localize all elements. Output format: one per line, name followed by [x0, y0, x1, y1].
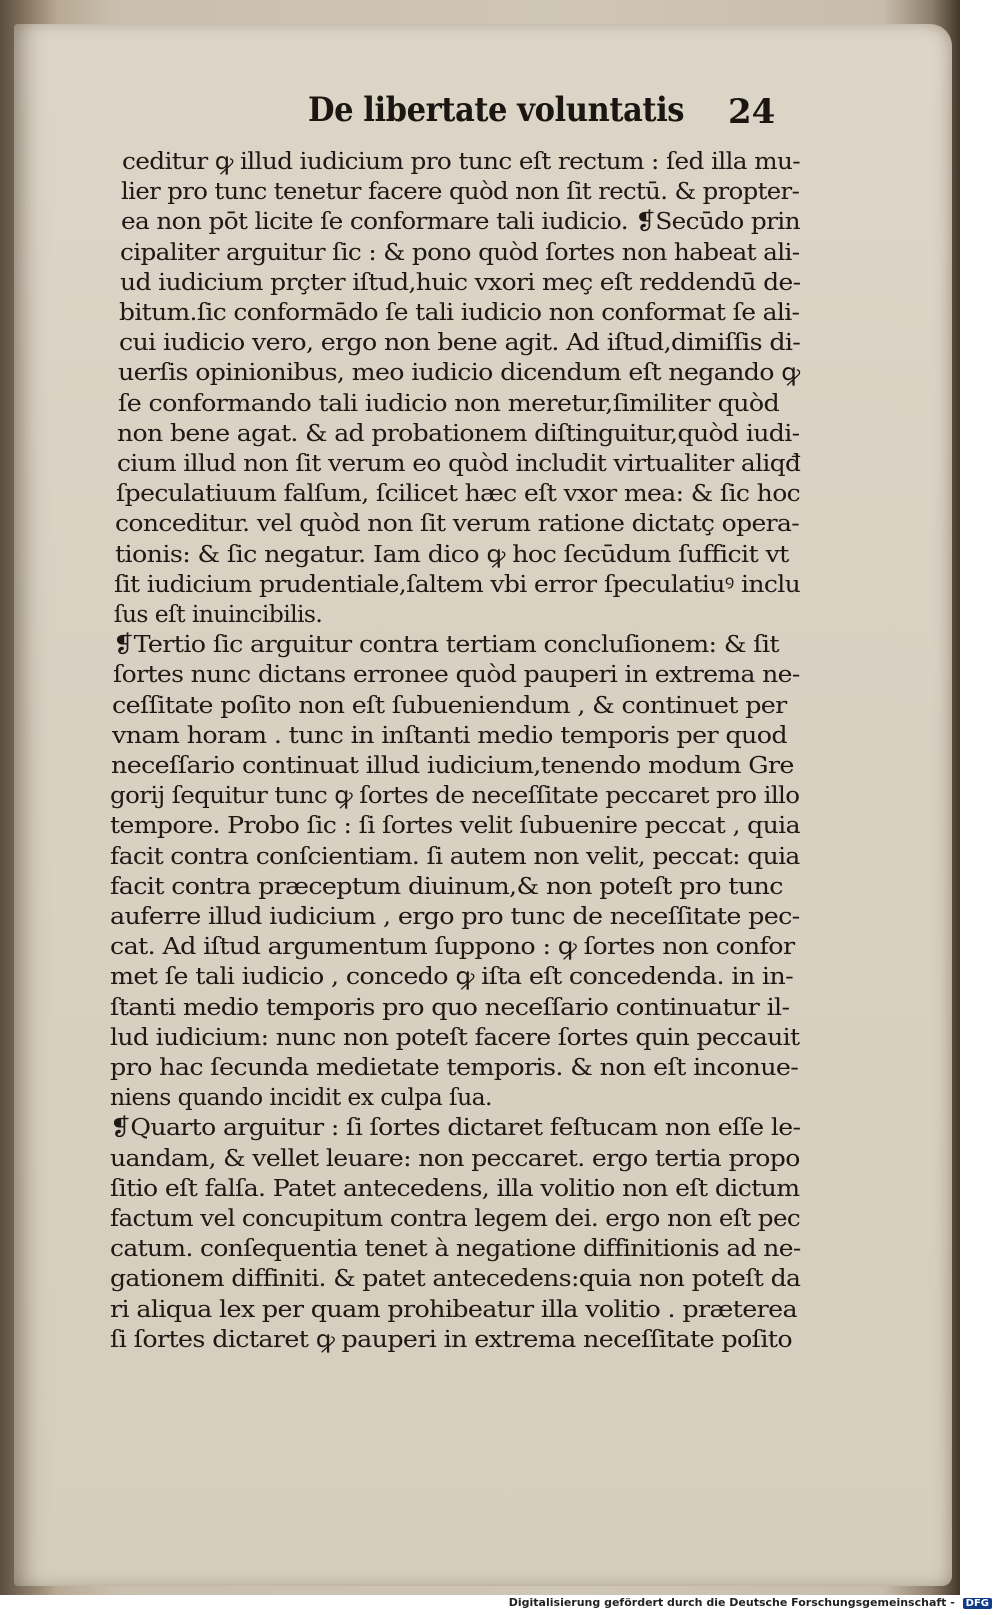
body-line: ceſſitate poſito non eſt ſubueniendum , & continuet per	[112, 690, 787, 719]
body-line: niens quando incidit ex culpa ſua.	[110, 1083, 492, 1112]
body-line: non bene agat. & ad probationem diſtinguitur,quòd iudi-	[117, 418, 800, 447]
page-header	[294, 76, 814, 146]
body-line: ceditur ꝙ illud iudicium pro tunc eſt rectum : ſed illa mu-	[122, 147, 801, 175]
body-line: ri aliqua lex per quam prohibeatur illa volitio . præterea	[110, 1294, 797, 1323]
body-line: catum. conſequentia tenet à negatione diffinitionis ad ne-	[110, 1234, 801, 1263]
body-line: ſpeculatiuum falſum, ſcilicet hæc eſt vxor mea: & ſic hoc	[115, 479, 801, 508]
body-line: uerſis opinionibus, meo iudicio dicendum eſt negando ꝙ	[118, 358, 800, 387]
body-line: ea non pōt licite ſe conformare tali iudicio. ❡Secūdo prin	[120, 207, 800, 236]
running-title: De libertate voluntatis	[308, 90, 685, 130]
body-line: factum vel concupitum contra legem dei. ergo non eſt pec	[110, 1204, 801, 1232]
body-line: lud iudicium: nunc non poteſt facere ſortes quin peccauit	[110, 1022, 800, 1051]
body-line: conceditur. vel quòd non ſit verum ratione dictatç opera-	[115, 509, 800, 538]
body-line: ❡Quarto arguitur : ſi ſortes dictaret feſtucam non eſſe le-	[110, 1113, 801, 1142]
body-line: auferre illud iudicium , ergo pro tunc de neceſſitate pec-	[110, 902, 800, 930]
body-line: gorij ſequitur tunc ꝙ ſortes de neceſſitate peccaret pro illo	[110, 781, 800, 810]
body-line: vnam horam . tunc in inſtanti medio temporis per quod	[111, 720, 787, 749]
body-line: ſtanti medio temporis pro quo neceſſario continuatur il-	[110, 992, 790, 1021]
body-line: cat. Ad iſtud argumentum ſuppono : ꝙ ſortes non confor	[110, 932, 795, 961]
body-line: cium illud non ſit verum eo quòd includit virtualiter aliqđ	[116, 449, 800, 477]
body-line: tionis: & ſic negatur. Iam dico ꝙ hoc ſecūdum ſufficit vt	[114, 539, 789, 568]
body-line: lier pro tunc tenetur facere quòd non ſit rectū. & propter-	[121, 177, 800, 206]
body-line: ſe conformando tali iudicio non meretur,ſimiliter quòd	[117, 388, 779, 417]
body-line: ſit iudicium prudentiale,ſaltem vbi error ſpeculatiuꝰ inclu	[114, 569, 801, 598]
body-line: ſi ſortes dictaret ꝙ pauperi in extrema neceſſitate poſito	[110, 1324, 793, 1353]
body-line: met ſe tali iudicio , concedo ꝙ iſta eſt concedenda. in in-	[110, 962, 794, 991]
body-line: bitum.ſic conformādo ſe tali iudicio non conformat ſe ali-	[119, 298, 800, 326]
body-line: neceſſario continuat illud iudicium,tenendo modum Gre	[111, 751, 794, 779]
dfg-logo: DFG	[963, 1598, 992, 1609]
body-line: facit contra conſcientiam. ſi autem non velit, peccat: quia	[110, 841, 800, 870]
credit-text: Digitalisierung gefördert durch die Deutsche Forschungsgemeinschaft -	[508, 1596, 955, 1609]
body-line: ſitio eſt falſa. Patet antecedens, illa volitio non eſt dictum	[110, 1173, 800, 1202]
body-line: pro hac ſecunda medietate temporis. & non eſt inconue-	[110, 1053, 799, 1081]
body-line: gationem diffiniti. & patet antecedens:quia non poteſt da	[110, 1264, 801, 1293]
body-line: tempore. Probo ſic : ſi ſortes velit ſubuenire peccat , quia	[110, 811, 800, 840]
body-line: ❡Tertio ſic arguitur contra tertiam concluſionem: & ſit	[113, 630, 780, 659]
body-line: uandam, & vellet leuare: non peccaret. ergo tertia propo	[110, 1143, 800, 1172]
body-text-block	[110, 146, 810, 1366]
body-line: cui iudicio vero, ergo non bene agit. Ad iſtud,dimiſſis di-	[118, 328, 800, 357]
page-number: 24	[728, 92, 776, 132]
body-line: facit contra præceptum diuinum,& non poteſt pro tunc	[110, 871, 783, 900]
body-line: ſortes nunc dictans erronee quòd pauperi in extrema ne-	[112, 660, 800, 689]
body-line: ſus eſt inuincibilis.	[113, 600, 323, 628]
digitization-credit	[509, 1596, 992, 1609]
book-page	[14, 24, 952, 1586]
body-line: ud iudicium prçter iſtud,huic vxori meç eſt reddendū de-	[119, 267, 801, 296]
body-line: cipaliter arguitur ſic : & pono quòd ſortes non habeat ali-	[120, 237, 800, 266]
